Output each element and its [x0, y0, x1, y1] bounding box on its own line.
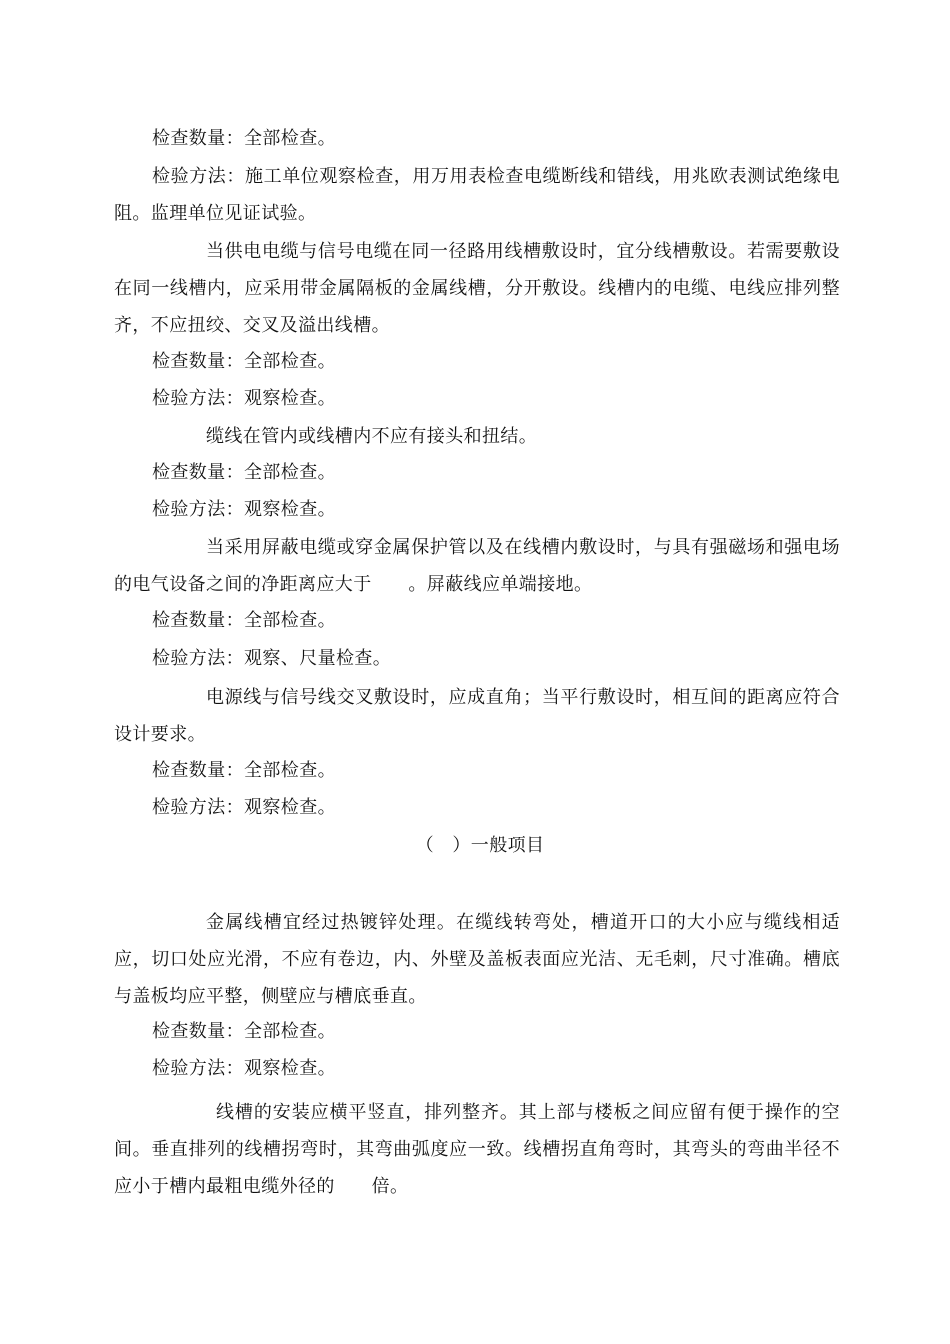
clause-paragraph-trough-installation: 线槽的安装应横平竖直，排列整齐。其上部与楼板之间应留有便于操作的空间。垂直排列的线槽拐弯时，其弯曲弧度应一致。线槽拐直角弯时，其弯头的弯曲半径不应小于槽内最粗电缆外径的 倍。 [114, 1102, 840, 1197]
inspect-quantity-line: 检查数量：全部检查。 [152, 128, 336, 149]
inspection-method-line: 检验方法：观察检查。 [152, 499, 336, 520]
clause-line-no-joints: 缆线在管内或线槽内不应有接头和扭结。 [206, 426, 538, 447]
inspect-quantity-line: 检查数量：全部检查。 [152, 610, 336, 631]
inspect-quantity-line: 检查数量：全部检查。 [152, 760, 336, 781]
inspect-quantity-line: 检查数量：全部检查。 [152, 462, 336, 483]
inspection-method-line: 检验方法：观察、尺量检查。 [152, 648, 392, 669]
inspection-method-line: 检验方法：观察检查。 [152, 388, 336, 409]
clause-paragraph-shielded-cable: 当采用屏蔽电缆或穿金属保护管以及在线槽内敷设时，与具有强磁场和强电场的电气设备之间的净距离应大于 。屏蔽线应单端接地。 [114, 537, 840, 595]
clause-paragraph-power-signal: 电源线与信号线交叉敷设时，应成直角；当平行敷设时，相互间的距离应符合设计要求。 [114, 687, 840, 745]
inspection-method-paragraph: 检验方法：施工单位观察检查，用万用表检查电缆断线和错线，用兆欧表测试绝缘电阻。监理单位见证试验。 [114, 166, 840, 224]
inspect-quantity-line: 检查数量：全部检查。 [152, 351, 336, 372]
section-heading-general-items: （ ）一般项目 [415, 835, 545, 856]
clause-paragraph-cable-trough: 当供电电缆与信号电缆在同一径路用线槽敷设时，宜分线槽敷设。若需要敷设在同一线槽内，应采用带金属隔板的金属线槽，分开敷设。线槽内的电缆、电线应排列整齐，不应扭绞、交叉及溢出线槽。 [114, 241, 840, 336]
inspection-method-line: 检验方法：观察检查。 [152, 1058, 336, 1079]
inspection-method-line: 检验方法：观察检查。 [152, 797, 336, 818]
inspect-quantity-line: 检查数量：全部检查。 [152, 1021, 336, 1042]
clause-paragraph-metal-trough: 金属线槽宜经过热镀锌处理。在缆线转弯处，槽道开口的大小应与缆线相适应，切口处应光滑，不应有卷边，内、外壁及盖板表面应光洁、无毛刺，尺寸准确。槽底与盖板均应平整，侧壁应与槽底垂直。 [114, 912, 840, 1007]
